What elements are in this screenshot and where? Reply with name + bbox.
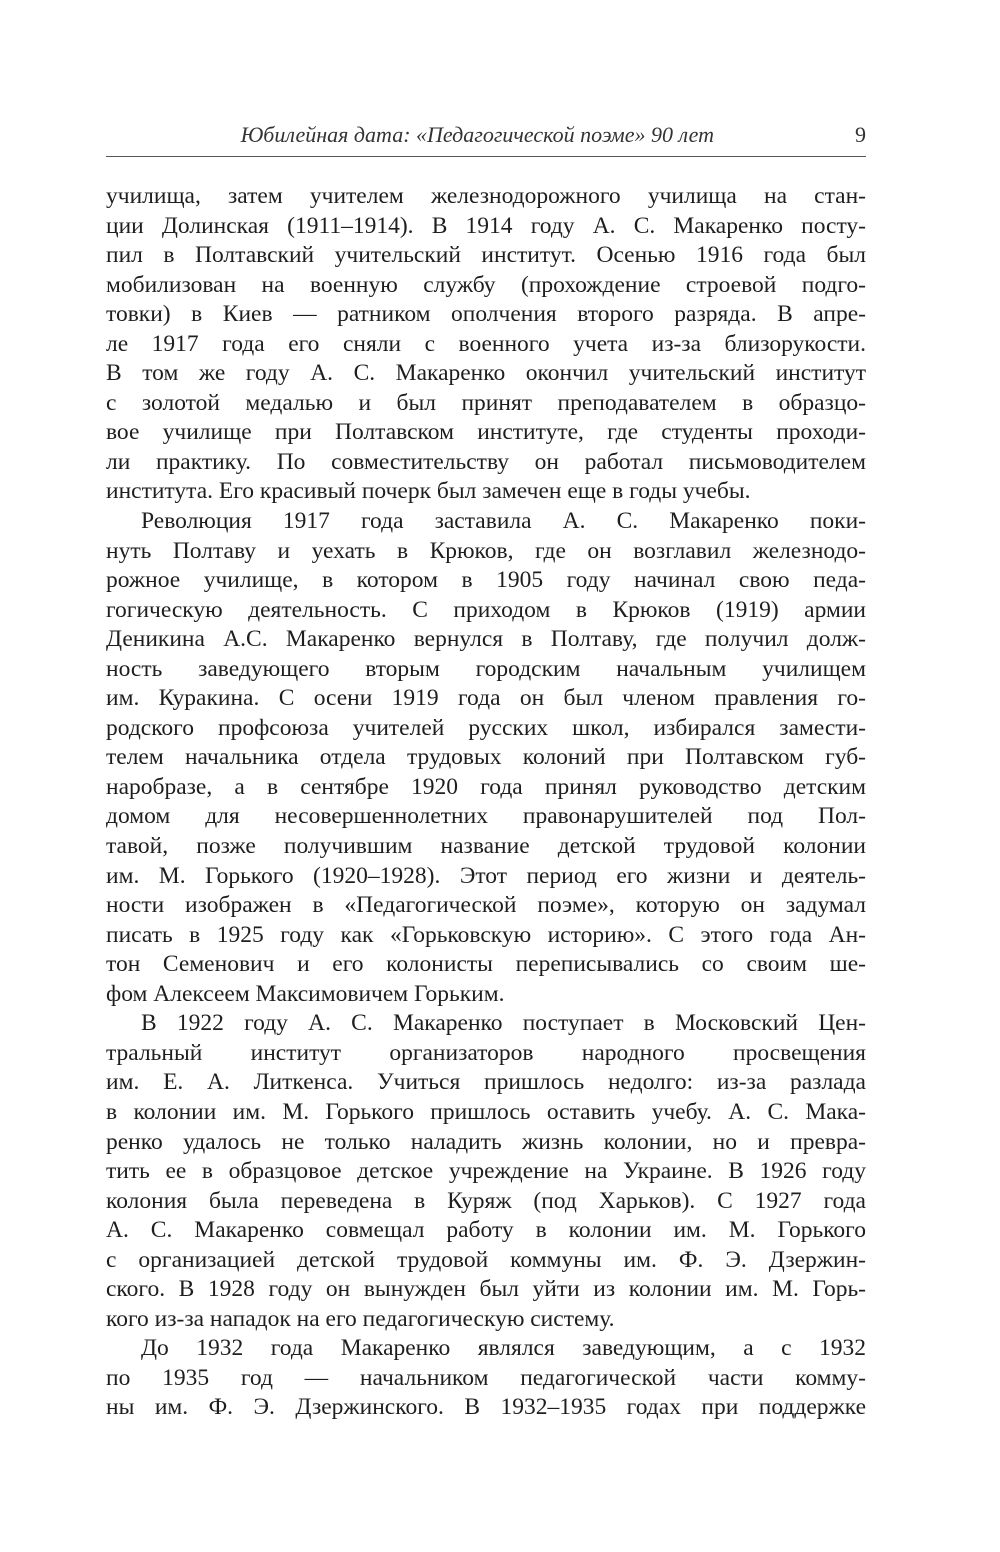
paragraph	[106, 1009, 866, 1334]
text-line: пил в Полтавский учительский институт. Осенью 1916 года был	[106, 242, 866, 269]
text-line: ны им. Ф. Э. Дзержинского. В 1932–1935 годах при поддержке	[106, 1394, 866, 1421]
header-divider	[106, 156, 866, 157]
running-header	[106, 118, 866, 152]
text-line: гогическую деятельность. С приходом в Крюков (1919) армии	[106, 596, 866, 623]
running-title: Юбилейная дата: «Педагогической поэме» 90 лет	[240, 122, 714, 147]
text-line: тавой, позже получившим название детской трудовой колонии	[106, 833, 866, 860]
text-line: товки) в Киев — ратником ополчения второго разряда. В апре-	[106, 301, 866, 328]
paragraph	[106, 182, 866, 507]
text-line: колония была переведена в Куряж (под Харьков). С 1927 года	[106, 1187, 866, 1214]
text-line: ле 1917 года его сняли с военного учета из-за близорукости.	[106, 330, 866, 357]
text-line: ренко удалось не только наладить жизнь колонии, но и превра-	[106, 1128, 866, 1155]
text-line: ность заведующего вторым городским начальным училищем	[106, 655, 866, 682]
text-line: вое училище при Полтавском институте, где студенты проходи-	[106, 419, 866, 446]
text-line: фом Алексеем Максимовичем Горьким.	[106, 980, 505, 1007]
text-line: наробразе, а в сентябре 1920 года принял руководство детским	[106, 773, 866, 800]
text-line: института. Его красивый почерк был замечен еще в годы учебы.	[106, 478, 751, 505]
text-line: Деникина А.С. Макаренко вернулся в Полтаву, где получил долж-	[106, 626, 866, 653]
page-number: 9	[855, 122, 866, 147]
text-line: ности изображен в «Педагогической поэме», которую он задумал	[106, 892, 866, 919]
text-line: ского. В 1928 году он вынужден был уйти из колонии им. М. Горь-	[106, 1276, 866, 1303]
text-line: им. Куракина. С осени 1919 года он был членом правления го-	[106, 685, 866, 712]
text-line: рожное училище, в котором в 1905 году начинал свою педа-	[106, 567, 866, 594]
text-line: В 1922 году А. С. Макаренко поступает в Московский Цен-	[141, 1010, 866, 1037]
text-line: телем начальника отдела трудовых колоний при Полтавском губ-	[106, 744, 866, 771]
text-line: в колонии им. М. Горького пришлось оставить учебу. А. С. Мака-	[106, 1098, 866, 1125]
text-line: домом для несовершеннолетних правонарушителей под Пол-	[106, 803, 866, 830]
text-line: по 1935 год — начальником педагогической части комму-	[106, 1364, 866, 1391]
text-line: В том же году А. С. Макаренко окончил учительский институт	[106, 360, 866, 387]
text-line: кого из-за нападок на его педагогическую систему.	[106, 1305, 615, 1332]
text-line: родского профсоюза учителей русских школ, избирался замести-	[106, 714, 866, 741]
text-line: нуть Полтаву и уехать в Крюков, где он возглавил железнодо-	[106, 537, 866, 564]
text-line: с организацией детской трудовой коммуны им. Ф. Э. Дзержин-	[106, 1246, 866, 1273]
text-line: им. М. Горького (1920–1928). Этот период его жизни и деятель-	[106, 862, 866, 889]
text-line: ции Долинская (1911–1914). В 1914 году А. С. Макаренко посту-	[106, 212, 866, 239]
text-line: ли практику. По совместительству он работал письмоводителем	[106, 448, 866, 475]
text-line: тон Семенович и его колонисты переписывались со своим ше-	[106, 951, 866, 978]
text-line: им. Е. А. Литкенса. Учиться пришлось недолго: из-за разлада	[106, 1069, 866, 1096]
text-line: мобилизован на военную службу (прохождение строевой подго-	[106, 271, 866, 298]
text-line: тить ее в образцовое детское учреждение на Украине. В 1926 году	[106, 1158, 866, 1185]
paragraph	[106, 1334, 866, 1423]
body-text	[106, 182, 866, 1423]
text-line: с золотой медалью и был принят преподавателем в образцо-	[106, 389, 866, 416]
text-line: училища, затем учителем железнодорожного училища на стан-	[106, 183, 866, 209]
text-line: До 1932 года Макаренко являлся заведующим, а с 1932	[141, 1335, 866, 1362]
text-line: А. С. Макаренко совмещал работу в колонии им. М. Горького	[106, 1217, 866, 1244]
text-line: писать в 1925 году как «Горьковскую историю». С этого года Ан-	[106, 921, 866, 948]
text-line: Революция 1917 года заставила А. С. Макаренко поки-	[141, 508, 866, 535]
text-line: тральный институт организаторов народного просвещения	[106, 1039, 866, 1066]
paragraph	[106, 507, 866, 1009]
